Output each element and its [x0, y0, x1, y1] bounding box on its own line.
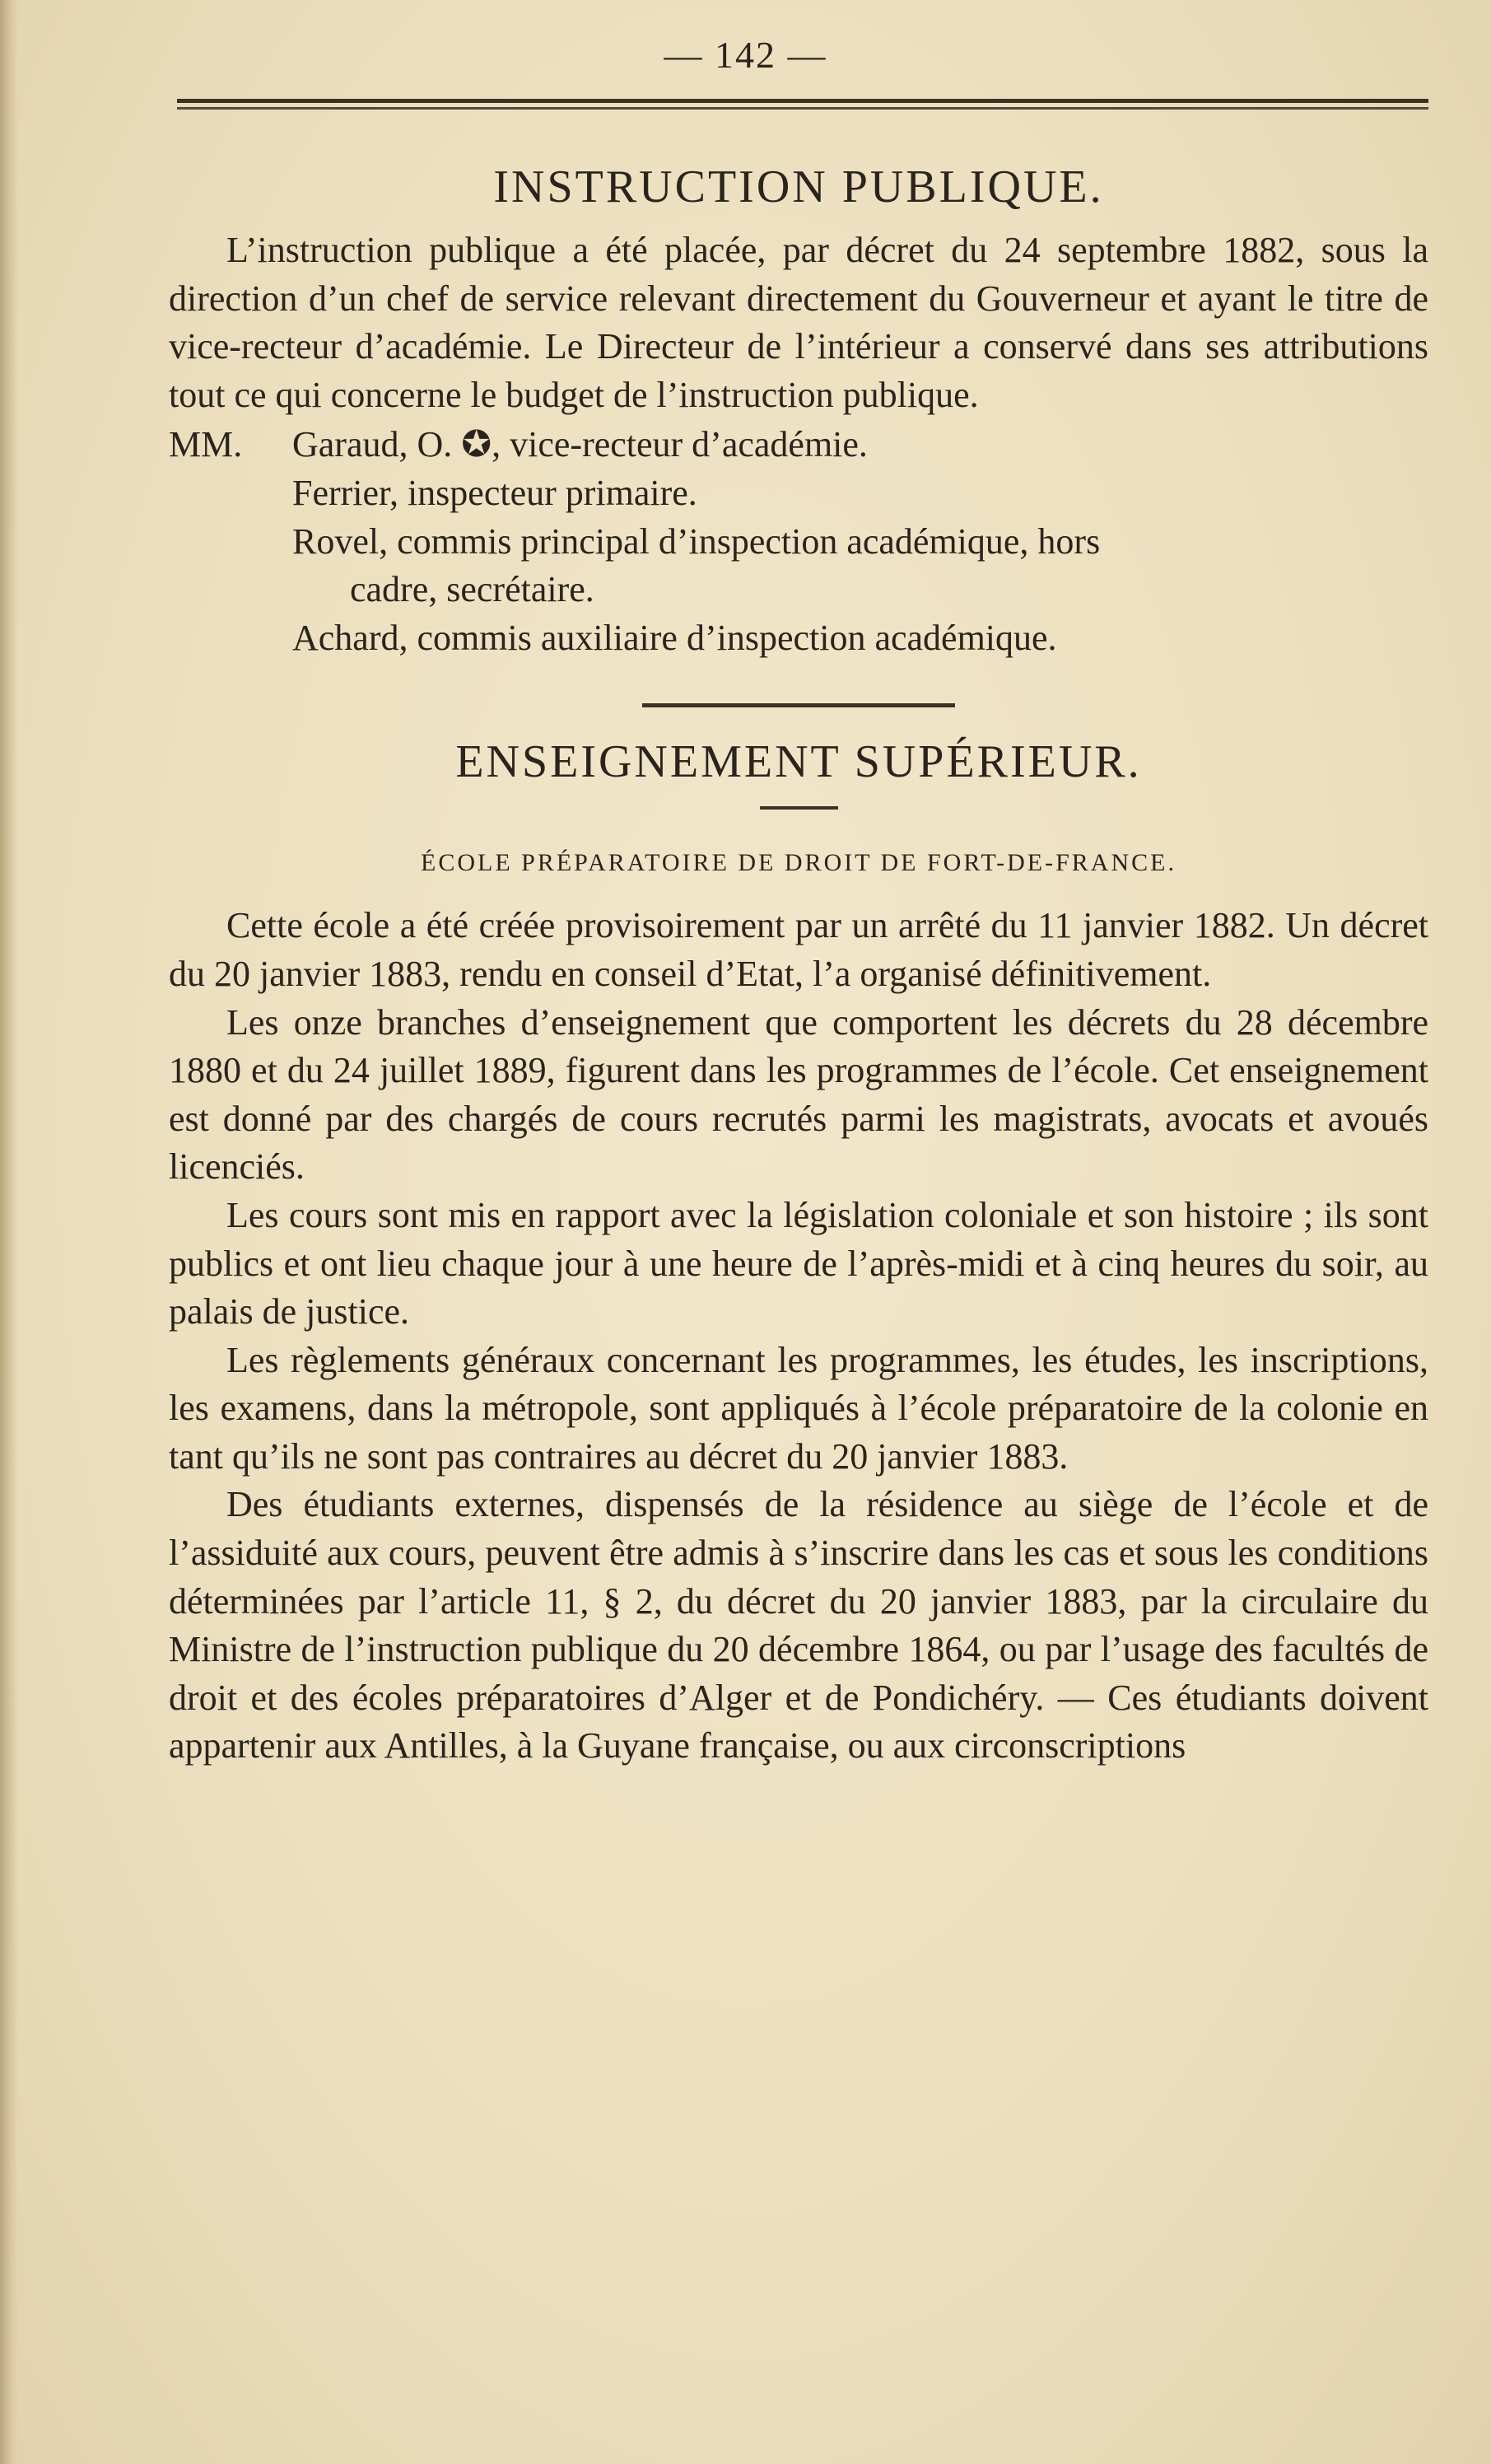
staff-list	[169, 421, 1428, 662]
page-binding-edge	[0, 0, 18, 2464]
section-title-enseignement-superieur: ENSEIGNEMENT SUPÉRIEUR.	[455, 736, 1142, 788]
staff-prefix: MM.	[169, 424, 243, 465]
section-divider	[642, 703, 955, 707]
title-underline	[760, 806, 838, 810]
header-rule-thin	[177, 107, 1428, 110]
staff-row	[169, 518, 1428, 567]
staff-row	[169, 469, 1428, 518]
page-number: — 142 —	[664, 34, 827, 76]
body-paragraph: Cette école a été créée provisoirement par un arrêté du 11 janvier 1882. Un décret du 20 janvier 1883, rendu en conseil d’Etat, l’a organisé définitivement.	[169, 905, 1428, 994]
header-rule	[177, 99, 1428, 103]
intro-paragraph: L’instruction publique a été placée, par décret du 24 septembre 1882, sous la direction d’un chef de service relevant directement du Gouverneur et ayant le titre de vice-recteur d’académie. Le Directeur de l’intérieur a conservé dans ses attributions tout ce qui concerne le budget de l’instruction publique.	[169, 230, 1428, 415]
body-paragraph: Les onze branches d’enseignement que comportent les décrets du 28 décembre 1880 et du 24 juillet 1889, figurent dans les programmes de l’école. Cet enseignement est donné par des chargés de cours recrutés parmi les magistrats, avocats et avoués licenciés.	[169, 1001, 1428, 1188]
body-paragraph: Des étudiants externes, dispensés de la résidence au siège de l’école et de l’assiduité aux cours, peuvent être admis à s’inscrire dans les cas et sous les conditions déterminées par l’article 11, § 2, du décret du 20 janvier 1883, par la circulaire du Ministre de l’instruction publique du 20 décembre 1864, ou par l’usage des facultés de droit et des écoles préparatoires d’Alger et de Pondichéry. — Ces étudiants doivent appartenir aux Antilles, à la Guyane française, ou aux circonscriptions	[169, 1484, 1428, 1766]
body-paragraph: Les règlements généraux concernant les programmes, les études, les inscriptions, les examens, dans la métropole, sont appliqués à l’école préparatoire de la colonie en tant qu’ils ne sont pas contraires au décret du 20 janvier 1883.	[169, 1339, 1428, 1477]
school-subtitle: ÉCOLE PRÉPARATOIRE DE DROIT DE FORT-DE-FRANCE.	[421, 849, 1176, 877]
staff-row	[169, 614, 1428, 663]
staff-row	[169, 421, 1428, 469]
staff-entry-continuation: cadre, secrétaire.	[350, 569, 594, 610]
body-paragraph: Les cours sont mis en rapport avec la législation coloniale et son histoire ; ils sont publics et ont lieu chaque jour à une heure de l’après-midi et à cinq heures du soir, au palais de justice.	[169, 1194, 1428, 1332]
staff-entry: Rovel, commis principal d’inspection académique, hors	[292, 520, 1101, 562]
section-title-instruction-publique: INSTRUCTION PUBLIQUE.	[493, 161, 1104, 212]
staff-entry: Garaud, O. ✪, vice-recteur d’académie.	[292, 424, 868, 465]
staff-entry: Ferrier, inspecteur primaire.	[292, 472, 697, 513]
staff-entry: Achard, commis auxiliaire d’inspection académique.	[292, 617, 1057, 658]
page-content	[169, 161, 1428, 1771]
